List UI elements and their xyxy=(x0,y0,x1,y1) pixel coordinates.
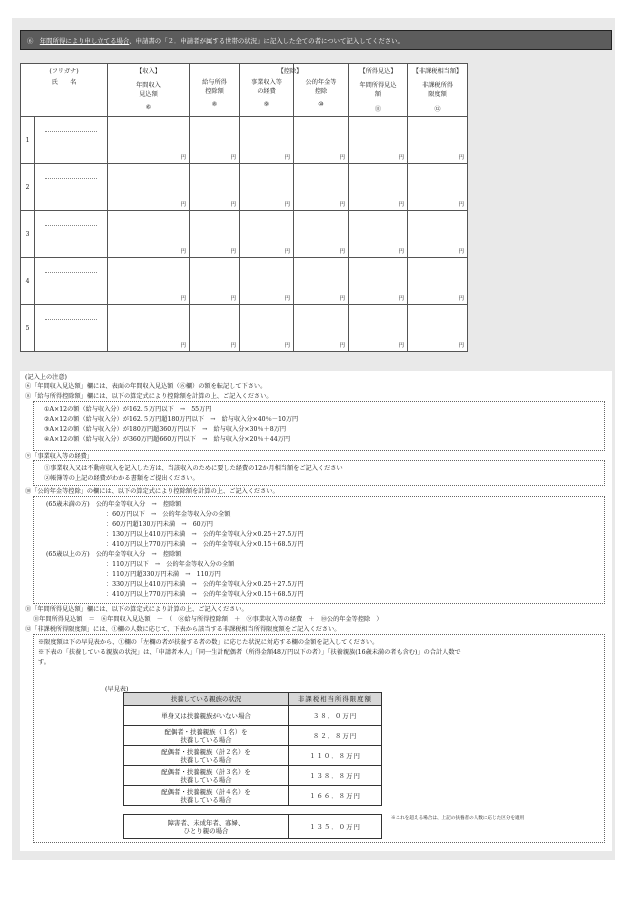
banner-number: ⑥ xyxy=(27,37,34,45)
header-col8: 【控除】 給与所得控除額 ⑧ xyxy=(190,64,240,117)
amount-field[interactable]: 円 xyxy=(349,305,408,352)
amount-field[interactable]: 円 xyxy=(190,211,240,258)
amount-field[interactable]: 円 xyxy=(294,258,349,305)
amount-field[interactable]: 円 xyxy=(408,305,468,352)
section-banner xyxy=(20,30,612,50)
table-row: 3 円 円 円 円 円 円 xyxy=(21,211,468,258)
amount-field[interactable]: 円 xyxy=(108,211,190,258)
table-header xyxy=(21,64,468,117)
amount-field[interactable]: 円 xyxy=(108,305,190,352)
amount-field[interactable]: 円 xyxy=(408,164,468,211)
banner-underlined: 年間所得により申し立てる場合 xyxy=(39,37,130,45)
table-row: 単身又は扶養親族がいない場合 ３８．０万円 xyxy=(124,706,382,726)
amount-field[interactable]: 円 xyxy=(349,211,408,258)
amount-field[interactable]: 円 xyxy=(240,117,294,164)
amount-field[interactable]: 円 xyxy=(408,211,468,258)
name-field[interactable] xyxy=(35,305,108,352)
header-col9: 事業収入等の経費 ⑨ xyxy=(240,64,294,117)
amount-field[interactable]: 円 xyxy=(190,258,240,305)
income-table xyxy=(20,63,468,352)
amount-field[interactable]: 円 xyxy=(408,117,468,164)
header-col10: 公的年金等控除 ⑩ xyxy=(294,64,349,117)
notes-title: (記入上の注意) xyxy=(25,374,67,381)
fast-table-title: (早見表) xyxy=(105,686,129,693)
amount-field[interactable]: 円 xyxy=(190,164,240,211)
name-header: (フリガナ) 氏 名 xyxy=(21,64,108,117)
table-row: 配偶者・扶養親族（１名）を 扶養している場合 ８２．８万円 xyxy=(124,726,382,746)
table-row: 5 円 円 円 円 円 円 xyxy=(21,305,468,352)
amount-field[interactable]: 円 xyxy=(240,305,294,352)
name-field[interactable] xyxy=(35,211,108,258)
header-col11: 【所得見込】 年間所得見込額 ⑪ xyxy=(349,64,408,117)
amount-field[interactable]: 円 xyxy=(349,164,408,211)
amount-field[interactable]: 円 xyxy=(190,305,240,352)
banner-text: 、申請書の「２．申請者が属する世帯の状況」に記入した全ての者について記入してください。 xyxy=(129,37,404,45)
amount-field[interactable]: 円 xyxy=(240,258,294,305)
amount-field[interactable]: 円 xyxy=(108,164,190,211)
amount-field[interactable]: 円 xyxy=(240,211,294,258)
table-row: 配偶者・扶養親族（計４名）を 扶養している場合 １６６．８万円 xyxy=(124,786,382,806)
special-row: 障害者、未成年者、寡婦、 ひとり親の場合 １３５．０万円 xyxy=(124,815,382,839)
amount-field[interactable]: 円 xyxy=(108,258,190,305)
amount-field[interactable]: 円 xyxy=(349,117,408,164)
quick-reference-table: 扶養している親族の状況 非課税相当所得限度額 単身又は扶養親族がいない場合 ３８．０万円 配偶者・扶養親族（１名）を 扶養している場合 ８２．８万円 配偶者・扶養親族（計２名）を 扶養している場合 １１０．８万円 配偶者・扶養親族（計３名）を 扶養している場合 １３８．８万円 配偶者・扶養親族（計４名）を 扶養している場合 １６６．８万円 障害者、未成年者、寡婦、 ひとり親の場合 １３５．０万円 xyxy=(123,692,382,839)
amount-field[interactable]: 円 xyxy=(240,164,294,211)
table-row: 1 円 円 円 円 円 円 xyxy=(21,117,468,164)
amount-field[interactable]: 円 xyxy=(294,117,349,164)
table-row: 配偶者・扶養親族（計２名）を 扶養している場合 １１０．８万円 xyxy=(124,746,382,766)
notes-section: (記入上の注意) ⑥「年間収入見込額」欄には、表面の年間収入見込額（⑥欄）の額を転記して下さい。 ⑧「給与所得控除額」欄には、以下の算定式により控除額を計算の上、ご記入ください。 ①A×12の額（給与収入分）が162.５万円以下 → 55万円 ②A×12の額（給与収入分）が162.５万円超180万円以下 → 給与収入分×40％－10万円 ③A×12の額（給与収入分）が180万円超360万円以下 → 給与収入分×30％＋8万円 ④A×12の額（給与収入分）が360万円超660万円以下 → 給与収入分×20％＋44万円 ⑨「事業収入等の経費」 ①事業収入又は不動産収入を記入した方は、当該収入のために要した経費の12か月相当額をご記入ください ②帳簿等の上記の経費がわかる書類をご提出ください。 ⑩「公的年金等控除」の欄には、以下の算定式により控除額を計算の上、ご記入ください。 (65歳未満の方) 公的年金等収入分 → 控除額 ：60万円以下 → 公的年金等収入分の全額 ：60万円超130万円未満 → 60万円 ：130万円以上410万円未満 → 公的年金等収入分×0.25＋27.5万円 ：410万円以上770万円未満 → 公的年金等収入分×0.15＋68.5万円 (65歳以上の方) 公的年金等収入分 → 控除額 ：110万円以下 → 公的年金等収入分の全額 ：110万円超330万円未満 → 110万円 ：330万円以上410万円未満 → 公的年金等収入分×0.25＋27.5万円 ：410万円以上770万円未満 → 公的年金等収入分×0.15＋68.5万円 ⑪「年間所得見込額」欄には、以下の算定式により計算の上、ご記入ください。 ⑪年間所得見込額 ＝ ⑥年間収入見込額 － （ ⑧給与所得控除額 ＋ ⑨事業収入等の経費 ＋ ⑩公的年金等控除 ） ⑫「非課税所得限度額」には、①欄の人数に応じて、下表から該当する非課税相当所得限度額をご記入ください。 ※限度額は下の早見表から、①欄の「左欄の者が扶養する者の数」に応じた状況に対応する欄の金額を記入してください。 ※下表の「扶養している親族の状況」は、「申請者本人」「同一生計配偶者（所得金額48万円以下の者）」「扶養親族(16歳未満の者も含む)」の合計人数で す。 (早見表) 扶養している親族の状況 非課税相当所得限度額 単身又は扶養親族がいない場合 ３８．０万円 配偶者・扶養親族（１名）を 扶養している場合 ８２．８万円 配偶者・扶養親族（計２名）を 扶養している場合 １１０．８万円 配偶者・扶養親族（計３名）を 扶養している場合 １３８．８万円 配偶者・扶養親族（計４名）を 扶養している場合 １６６．８万円 障害者、未成年者、寡婦、 ひとり親の場合 １３５．０万円 ※これを超える場合は、上記の扶養者の人数に応じた区分を適用 xyxy=(20,371,612,851)
amount-field[interactable]: 円 xyxy=(349,258,408,305)
name-field[interactable] xyxy=(35,164,108,211)
table-row: 2 円 円 円 円 円 円 xyxy=(21,164,468,211)
table-row: 配偶者・扶養親族（計３名）を 扶養している場合 １３８．８万円 xyxy=(124,766,382,786)
amount-field[interactable]: 円 xyxy=(294,164,349,211)
amount-field[interactable]: 円 xyxy=(108,117,190,164)
amount-field[interactable]: 円 xyxy=(408,258,468,305)
header-col12: 【非課税相当額】 非課税所得限度額 ⑫ xyxy=(408,64,468,117)
name-field[interactable] xyxy=(35,258,108,305)
table-row: 4 円 円 円 円 円 円 xyxy=(21,258,468,305)
name-field[interactable] xyxy=(35,117,108,164)
header-col6: 【収入】 年間収入見込額 ⑥ xyxy=(108,64,190,117)
special-note: ※これを超える場合は、上記の扶養者の人数に応じた区分を適用 xyxy=(391,816,525,821)
amount-field[interactable]: 円 xyxy=(294,211,349,258)
amount-field[interactable]: 円 xyxy=(190,117,240,164)
amount-field[interactable]: 円 xyxy=(294,305,349,352)
